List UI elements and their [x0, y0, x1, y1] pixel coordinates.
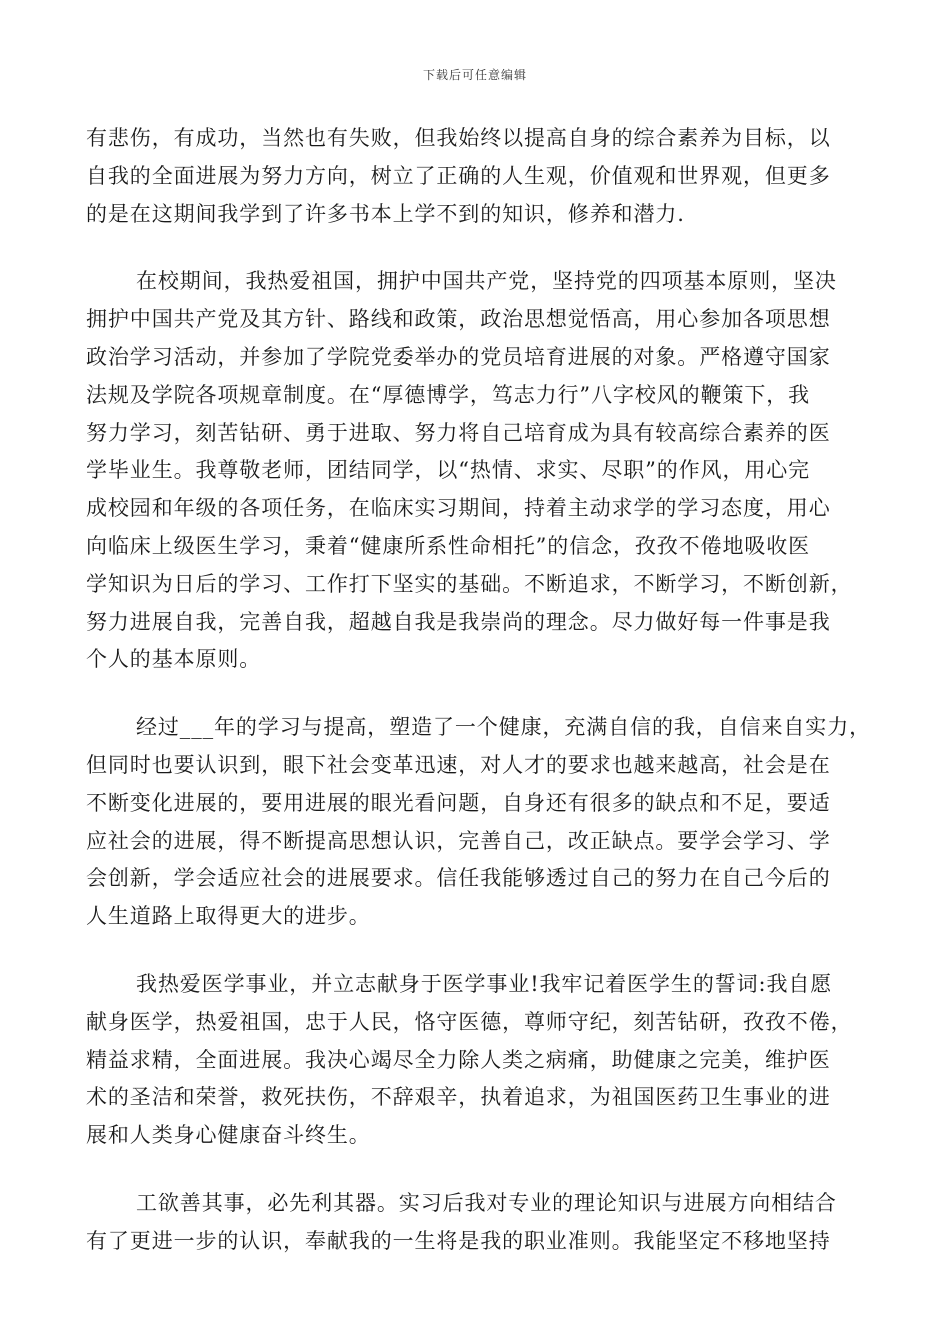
paragraph-gap	[86, 233, 866, 263]
text-line: 成校园和年级的各项任务，在临床实习期间，持着主动求学的学习态度，用心	[86, 496, 831, 521]
text-line: 的是在这期间我学到了许多书本上学不到的知识，修养和潜力.	[86, 201, 685, 226]
text-line: 展和人类身心健康奋斗终生。	[86, 1123, 371, 1148]
document-body	[86, 120, 871, 1261]
text-line: 学毕业生。我尊敬老师，团结同学，以“热情、求实、尽职”的作风，用心完	[86, 458, 811, 483]
paragraph-5	[86, 1185, 866, 1261]
text-line: 精益求精，全面进展。我决心竭尽全力除人类之病痛，助健康之完美，维护医	[86, 1047, 831, 1072]
text-line: 献身医学，热爱祖国，忠于人民，恪守医德，尊师守纪，刻苦钻研，孜孜不倦，	[86, 1009, 853, 1034]
text-line: 个人的基本原则。	[86, 647, 262, 672]
text-line: 我热爱医学事业，并立志献身于医学事业!我牢记着医学生的誓词:我自愿	[136, 971, 833, 996]
paragraph-gap	[86, 679, 866, 709]
text-line: 在校期间，我热爱祖国，拥护中国共产党，坚持党的四项基本原则，坚决	[136, 269, 837, 294]
text-line: 努力进展自我，完善自我，超越自我是我崇尚的理念。尽力做好每一件事是我	[86, 609, 831, 634]
text-line: 会创新，学会适应社会的进展要求。信任我能够透过自己的努力在自己今后的	[86, 866, 831, 891]
text-line: 人生道路上取得更大的进步。	[86, 904, 371, 929]
text-line: 向临床上级医生学习，秉着“健康所系性命相托”的信念，孜孜不倦地吸收医	[86, 533, 811, 558]
paragraph-2	[86, 263, 866, 679]
paragraph-4	[86, 966, 866, 1155]
text-line: 术的圣洁和荣誉，救死扶伤，不辞艰辛，执着追求，为祖国医药卫生事业的进	[86, 1085, 831, 1110]
text-line: 拥护中国共产党及其方针、路线和政策，政治思想觉悟高，用心参加各项思想	[86, 307, 831, 332]
text-line: 有悲伤，有成功，当然也有失败，但我始终以提高自身的综合素养为目标，以	[86, 126, 831, 150]
text-line: 法规及学院各项规章制度。在“厚德博学，笃志力行”八字校风的鞭策下，我	[86, 382, 811, 407]
text-line: 应社会的进展，得不断提高思想认识，完善自己，改正缺点。要学会学习、学	[86, 828, 831, 853]
text-line: 经过___年的学习与提高，塑造了一个健康，充满自信的我，自信来自实力，	[136, 715, 871, 740]
paragraph-1	[86, 120, 866, 233]
text-line: 但同时也要认识到，眼下社会变革迅速，对人才的要求也越来越高，社会是在	[86, 752, 831, 777]
text-line: 努力学习，刻苦钻研、勇于进取、努力将自己培育成为具有较高综合素养的医	[86, 420, 831, 445]
text-line: 自我的全面进展为努力方向，树立了正确的人生观，价值观和世界观，但更多	[86, 163, 831, 188]
paragraph-gap	[86, 936, 866, 966]
text-line: 不断变化进展的，要用进展的眼光看问题，自身还有很多的缺点和不足，要适	[86, 790, 831, 815]
paragraph-3	[86, 709, 871, 936]
text-line: 有了更进一步的认识，奉献我的一生将是我的职业准则。我能坚定不移地坚持	[86, 1228, 831, 1253]
paragraph-gap	[86, 1155, 866, 1185]
text-line: 工欲善其事，必先利其器。实习后我对专业的理论知识与进展方向相结合	[136, 1190, 837, 1215]
page-header: 下载后可任意编辑	[422, 68, 527, 82]
text-line: 政治学习活动，并参加了学院党委举办的党员培育进展的对象。严格遵守国家	[86, 344, 831, 369]
text-line: 学知识为日后的学习、工作打下坚实的基础。不断追求，不断学习，不断创新，	[86, 571, 853, 596]
